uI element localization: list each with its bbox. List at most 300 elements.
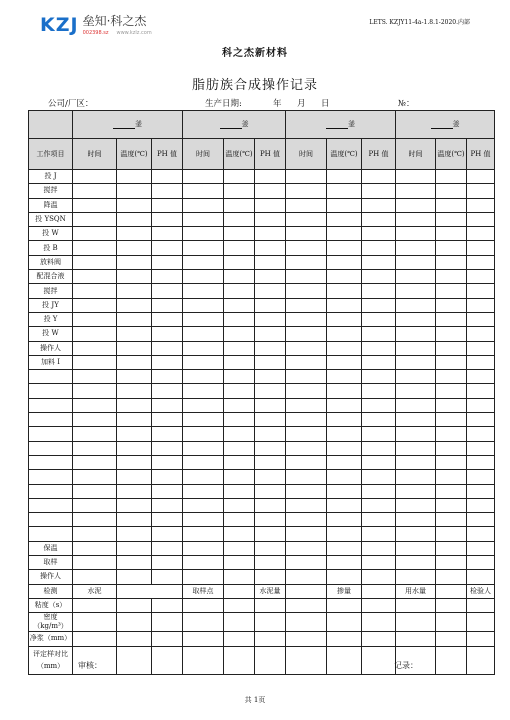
entry-cell[interactable] (117, 270, 152, 284)
entry-cell[interactable] (362, 441, 396, 455)
entry-cell[interactable] (362, 170, 396, 184)
entry-cell[interactable] (255, 556, 286, 570)
entry-cell[interactable] (183, 355, 224, 369)
entry-cell[interactable] (152, 355, 183, 369)
entry-cell[interactable] (255, 341, 286, 355)
entry-cell[interactable] (467, 312, 495, 326)
entry-cell[interactable] (73, 241, 117, 255)
entry-cell[interactable] (73, 327, 117, 341)
entry-cell[interactable] (467, 556, 495, 570)
entry-cell[interactable] (467, 227, 495, 241)
entry-cell[interactable] (327, 198, 362, 212)
entry-cell[interactable] (362, 541, 396, 555)
entry-cell[interactable] (117, 632, 152, 646)
entry-cell[interactable] (467, 513, 495, 527)
entry-cell[interactable] (255, 327, 286, 341)
entry-cell[interactable] (152, 470, 183, 484)
entry-cell[interactable] (467, 398, 495, 412)
entry-cell[interactable] (183, 398, 224, 412)
entry-cell[interactable] (327, 370, 362, 384)
entry-cell[interactable] (362, 498, 396, 512)
entry-cell[interactable] (467, 355, 495, 369)
entry-cell[interactable] (327, 527, 362, 541)
entry-cell[interactable] (396, 527, 436, 541)
entry-cell[interactable] (436, 198, 467, 212)
entry-cell[interactable] (327, 398, 362, 412)
entry-cell[interactable] (286, 427, 327, 441)
entry-cell[interactable] (152, 541, 183, 555)
entry-cell[interactable] (255, 632, 286, 646)
entry-cell[interactable] (327, 341, 362, 355)
entry-cell[interactable] (467, 427, 495, 441)
entry-cell[interactable] (327, 484, 362, 498)
entry-cell[interactable] (152, 370, 183, 384)
water-entry[interactable] (436, 584, 467, 598)
entry-cell[interactable] (286, 227, 327, 241)
entry-cell[interactable] (152, 170, 183, 184)
entry-cell[interactable] (224, 327, 255, 341)
entry-cell[interactable] (224, 441, 255, 455)
entry-cell[interactable] (224, 270, 255, 284)
entry-cell[interactable] (183, 632, 224, 646)
entry-cell[interactable] (183, 341, 224, 355)
entry-cell[interactable] (396, 541, 436, 555)
entry-cell[interactable] (362, 427, 396, 441)
entry-cell[interactable] (255, 570, 286, 584)
entry-cell[interactable] (396, 212, 436, 226)
entry-cell[interactable] (255, 613, 286, 632)
entry-cell[interactable] (436, 613, 467, 632)
entry-cell[interactable] (362, 198, 396, 212)
entry-cell[interactable] (327, 312, 362, 326)
entry-cell[interactable] (327, 598, 362, 612)
entry-cell[interactable] (436, 498, 467, 512)
entry-cell[interactable] (436, 384, 467, 398)
entry-cell[interactable] (73, 598, 117, 612)
entry-cell[interactable] (467, 370, 495, 384)
entry-cell[interactable] (224, 455, 255, 469)
entry-cell[interactable] (152, 241, 183, 255)
entry-cell[interactable] (73, 413, 117, 427)
entry-cell[interactable] (396, 198, 436, 212)
entry-cell[interactable] (436, 327, 467, 341)
entry-cell[interactable] (255, 198, 286, 212)
entry-cell[interactable] (152, 270, 183, 284)
entry-cell[interactable] (117, 255, 152, 269)
entry-cell[interactable] (152, 312, 183, 326)
entry-cell[interactable] (73, 455, 117, 469)
entry-cell[interactable] (436, 355, 467, 369)
entry-cell[interactable] (327, 513, 362, 527)
entry-cell[interactable] (255, 498, 286, 512)
entry-cell[interactable] (286, 198, 327, 212)
entry-cell[interactable] (255, 427, 286, 441)
entry-cell[interactable] (73, 527, 117, 541)
entry-cell[interactable] (467, 270, 495, 284)
entry-cell[interactable] (286, 632, 327, 646)
entry-cell[interactable] (224, 255, 255, 269)
entry-cell[interactable] (224, 370, 255, 384)
entry-cell[interactable] (396, 227, 436, 241)
entry-cell[interactable] (362, 355, 396, 369)
entry-cell[interactable] (286, 541, 327, 555)
entry-cell[interactable] (396, 598, 436, 612)
entry-cell[interactable] (467, 198, 495, 212)
entry-cell[interactable] (362, 241, 396, 255)
entry-cell[interactable] (467, 255, 495, 269)
entry-cell[interactable] (255, 184, 286, 198)
entry-cell[interactable] (327, 284, 362, 298)
entry-cell[interactable] (436, 212, 467, 226)
entry-cell[interactable] (362, 484, 396, 498)
entry-cell[interactable] (152, 498, 183, 512)
entry-cell[interactable] (286, 484, 327, 498)
sample-point-entry[interactable] (224, 584, 255, 598)
entry-cell[interactable] (183, 455, 224, 469)
entry-cell[interactable] (73, 341, 117, 355)
entry-cell[interactable] (467, 455, 495, 469)
entry-cell[interactable] (396, 355, 436, 369)
entry-cell[interactable] (362, 298, 396, 312)
entry-cell[interactable] (183, 441, 224, 455)
entry-cell[interactable] (362, 513, 396, 527)
entry-cell[interactable] (286, 241, 327, 255)
entry-cell[interactable] (327, 541, 362, 555)
entry-cell[interactable] (183, 255, 224, 269)
entry-cell[interactable] (73, 513, 117, 527)
entry-cell[interactable] (286, 598, 327, 612)
entry-cell[interactable] (152, 184, 183, 198)
entry-cell[interactable] (396, 241, 436, 255)
entry-cell[interactable] (73, 632, 117, 646)
entry-cell[interactable] (255, 284, 286, 298)
entry-cell[interactable] (117, 598, 152, 612)
entry-cell[interactable] (436, 241, 467, 255)
entry-cell[interactable] (362, 370, 396, 384)
entry-cell[interactable] (152, 570, 183, 584)
entry-cell[interactable] (286, 184, 327, 198)
entry-cell[interactable] (224, 541, 255, 555)
entry-cell[interactable] (73, 198, 117, 212)
entry-cell[interactable] (327, 241, 362, 255)
entry-cell[interactable] (224, 384, 255, 398)
entry-cell[interactable] (117, 170, 152, 184)
entry-cell[interactable] (183, 384, 224, 398)
entry-cell[interactable] (183, 413, 224, 427)
entry-cell[interactable] (467, 284, 495, 298)
entry-cell[interactable] (255, 527, 286, 541)
entry-cell[interactable] (327, 384, 362, 398)
entry-cell[interactable] (467, 470, 495, 484)
entry-cell[interactable] (73, 184, 117, 198)
entry-cell[interactable] (396, 298, 436, 312)
entry-cell[interactable] (224, 170, 255, 184)
entry-cell[interactable] (117, 498, 152, 512)
entry-cell[interactable] (255, 227, 286, 241)
entry-cell[interactable] (396, 484, 436, 498)
entry-cell[interactable] (467, 341, 495, 355)
entry-cell[interactable] (327, 441, 362, 455)
entry-cell[interactable] (73, 470, 117, 484)
entry-cell[interactable] (255, 255, 286, 269)
entry-cell[interactable] (327, 227, 362, 241)
entry-cell[interactable] (183, 312, 224, 326)
entry-cell[interactable] (286, 384, 327, 398)
entry-cell[interactable] (152, 556, 183, 570)
entry-cell[interactable] (152, 441, 183, 455)
entry-cell[interactable] (396, 327, 436, 341)
entry-cell[interactable] (183, 427, 224, 441)
entry-cell[interactable] (436, 184, 467, 198)
entry-cell[interactable] (117, 570, 152, 584)
entry-cell[interactable] (327, 556, 362, 570)
entry-cell[interactable] (152, 212, 183, 226)
entry-cell[interactable] (224, 613, 255, 632)
entry-cell[interactable] (183, 198, 224, 212)
entry-cell[interactable] (327, 327, 362, 341)
entry-cell[interactable] (224, 312, 255, 326)
entry-cell[interactable] (436, 541, 467, 555)
entry-cell[interactable] (286, 613, 327, 632)
entry-cell[interactable] (362, 327, 396, 341)
entry-cell[interactable] (467, 413, 495, 427)
entry-cell[interactable] (117, 470, 152, 484)
entry-cell[interactable] (286, 212, 327, 226)
entry-cell[interactable] (224, 427, 255, 441)
entry-cell[interactable] (286, 270, 327, 284)
entry-cell[interactable] (362, 556, 396, 570)
entry-cell[interactable] (327, 212, 362, 226)
entry-cell[interactable] (183, 184, 224, 198)
entry-cell[interactable] (224, 570, 255, 584)
entry-cell[interactable] (327, 355, 362, 369)
entry-cell[interactable] (73, 556, 117, 570)
entry-cell[interactable] (286, 355, 327, 369)
entry-cell[interactable] (286, 527, 327, 541)
entry-cell[interactable] (183, 598, 224, 612)
entry-cell[interactable] (73, 441, 117, 455)
entry-cell[interactable] (467, 184, 495, 198)
entry-cell[interactable] (327, 270, 362, 284)
entry-cell[interactable] (327, 646, 362, 674)
entry-cell[interactable] (117, 198, 152, 212)
entry-cell[interactable] (117, 441, 152, 455)
entry-cell[interactable] (467, 646, 495, 674)
entry-cell[interactable] (467, 570, 495, 584)
entry-cell[interactable] (362, 227, 396, 241)
entry-cell[interactable] (362, 527, 396, 541)
entry-cell[interactable] (362, 613, 396, 632)
entry-cell[interactable] (467, 241, 495, 255)
entry-cell[interactable] (362, 284, 396, 298)
entry-cell[interactable] (286, 498, 327, 512)
entry-cell[interactable] (224, 646, 255, 674)
entry-cell[interactable] (362, 384, 396, 398)
entry-cell[interactable] (467, 541, 495, 555)
entry-cell[interactable] (327, 255, 362, 269)
entry-cell[interactable] (436, 556, 467, 570)
entry-cell[interactable] (467, 170, 495, 184)
entry-cell[interactable] (117, 646, 152, 674)
entry-cell[interactable] (255, 513, 286, 527)
entry-cell[interactable] (117, 298, 152, 312)
entry-cell[interactable] (224, 470, 255, 484)
entry-cell[interactable] (73, 498, 117, 512)
entry-cell[interactable] (152, 284, 183, 298)
entry-cell[interactable] (467, 498, 495, 512)
entry-cell[interactable] (183, 170, 224, 184)
entry-cell[interactable] (362, 270, 396, 284)
entry-cell[interactable] (152, 341, 183, 355)
entry-cell[interactable] (152, 327, 183, 341)
entry-cell[interactable] (224, 284, 255, 298)
entry-cell[interactable] (73, 370, 117, 384)
entry-cell[interactable] (286, 413, 327, 427)
entry-cell[interactable] (396, 170, 436, 184)
entry-cell[interactable] (436, 398, 467, 412)
entry-cell[interactable] (183, 212, 224, 226)
entry-cell[interactable] (152, 427, 183, 441)
entry-cell[interactable] (224, 227, 255, 241)
entry-cell[interactable] (183, 370, 224, 384)
entry-cell[interactable] (73, 284, 117, 298)
entry-cell[interactable] (396, 284, 436, 298)
entry-cell[interactable] (183, 513, 224, 527)
entry-cell[interactable] (286, 646, 327, 674)
entry-cell[interactable] (255, 398, 286, 412)
entry-cell[interactable] (117, 384, 152, 398)
entry-cell[interactable] (255, 646, 286, 674)
entry-cell[interactable] (436, 413, 467, 427)
entry-cell[interactable] (152, 646, 183, 674)
entry-cell[interactable] (224, 398, 255, 412)
entry-cell[interactable] (117, 513, 152, 527)
entry-cell[interactable] (286, 341, 327, 355)
entry-cell[interactable] (362, 455, 396, 469)
entry-cell[interactable] (436, 632, 467, 646)
entry-cell[interactable] (152, 598, 183, 612)
entry-cell[interactable] (436, 427, 467, 441)
entry-cell[interactable] (327, 632, 362, 646)
entry-cell[interactable] (327, 298, 362, 312)
entry-cell[interactable] (362, 255, 396, 269)
entry-cell[interactable] (396, 270, 436, 284)
entry-cell[interactable] (327, 570, 362, 584)
entry-cell[interactable] (255, 598, 286, 612)
entry-cell[interactable] (396, 184, 436, 198)
entry-cell[interactable] (73, 212, 117, 226)
entry-cell[interactable] (467, 327, 495, 341)
entry-cell[interactable] (152, 613, 183, 632)
entry-cell[interactable] (436, 513, 467, 527)
entry-cell[interactable] (436, 527, 467, 541)
entry-cell[interactable] (286, 470, 327, 484)
entry-cell[interactable] (362, 470, 396, 484)
entry-cell[interactable] (286, 370, 327, 384)
entry-cell[interactable] (73, 270, 117, 284)
entry-cell[interactable] (255, 413, 286, 427)
entry-cell[interactable] (117, 227, 152, 241)
entry-cell[interactable] (183, 613, 224, 632)
entry-cell[interactable] (436, 484, 467, 498)
entry-cell[interactable] (467, 212, 495, 226)
entry-cell[interactable] (286, 255, 327, 269)
entry-cell[interactable] (396, 498, 436, 512)
entry-cell[interactable] (224, 498, 255, 512)
entry-cell[interactable] (117, 413, 152, 427)
entry-cell[interactable] (396, 398, 436, 412)
entry-cell[interactable] (467, 298, 495, 312)
entry-cell[interactable] (117, 484, 152, 498)
entry-cell[interactable] (224, 527, 255, 541)
entry-cell[interactable] (117, 455, 152, 469)
entry-cell[interactable] (327, 455, 362, 469)
entry-cell[interactable] (396, 470, 436, 484)
entry-cell[interactable] (73, 484, 117, 498)
entry-cell[interactable] (467, 527, 495, 541)
entry-cell[interactable] (436, 441, 467, 455)
entry-cell[interactable] (436, 341, 467, 355)
entry-cell[interactable] (73, 170, 117, 184)
entry-cell[interactable] (255, 370, 286, 384)
entry-cell[interactable] (183, 484, 224, 498)
entry-cell[interactable] (467, 384, 495, 398)
entry-cell[interactable] (224, 212, 255, 226)
entry-cell[interactable] (224, 556, 255, 570)
entry-cell[interactable] (152, 198, 183, 212)
entry-cell[interactable] (183, 327, 224, 341)
entry-cell[interactable] (327, 184, 362, 198)
entry-cell[interactable] (183, 241, 224, 255)
entry-cell[interactable] (183, 527, 224, 541)
entry-cell[interactable] (117, 541, 152, 555)
entry-cell[interactable] (152, 298, 183, 312)
entry-cell[interactable] (183, 646, 224, 674)
entry-cell[interactable] (224, 355, 255, 369)
entry-cell[interactable] (73, 384, 117, 398)
entry-cell[interactable] (183, 470, 224, 484)
entry-cell[interactable] (436, 170, 467, 184)
entry-cell[interactable] (152, 513, 183, 527)
entry-cell[interactable] (396, 370, 436, 384)
entry-cell[interactable] (255, 384, 286, 398)
entry-cell[interactable] (117, 613, 152, 632)
dosage-entry[interactable] (362, 584, 396, 598)
entry-cell[interactable] (152, 255, 183, 269)
entry-cell[interactable] (255, 470, 286, 484)
entry-cell[interactable] (327, 170, 362, 184)
entry-cell[interactable] (255, 298, 286, 312)
entry-cell[interactable] (396, 384, 436, 398)
entry-cell[interactable] (327, 470, 362, 484)
entry-cell[interactable] (183, 284, 224, 298)
entry-cell[interactable] (286, 513, 327, 527)
entry-cell[interactable] (436, 646, 467, 674)
entry-cell[interactable] (224, 241, 255, 255)
entry-cell[interactable] (117, 241, 152, 255)
entry-cell[interactable] (362, 413, 396, 427)
entry-cell[interactable] (286, 556, 327, 570)
entry-cell[interactable] (73, 227, 117, 241)
entry-cell[interactable] (396, 455, 436, 469)
entry-cell[interactable] (396, 632, 436, 646)
entry-cell[interactable] (362, 212, 396, 226)
entry-cell[interactable] (286, 284, 327, 298)
entry-cell[interactable] (117, 398, 152, 412)
entry-cell[interactable] (117, 355, 152, 369)
entry-cell[interactable] (362, 341, 396, 355)
entry-cell[interactable] (467, 632, 495, 646)
